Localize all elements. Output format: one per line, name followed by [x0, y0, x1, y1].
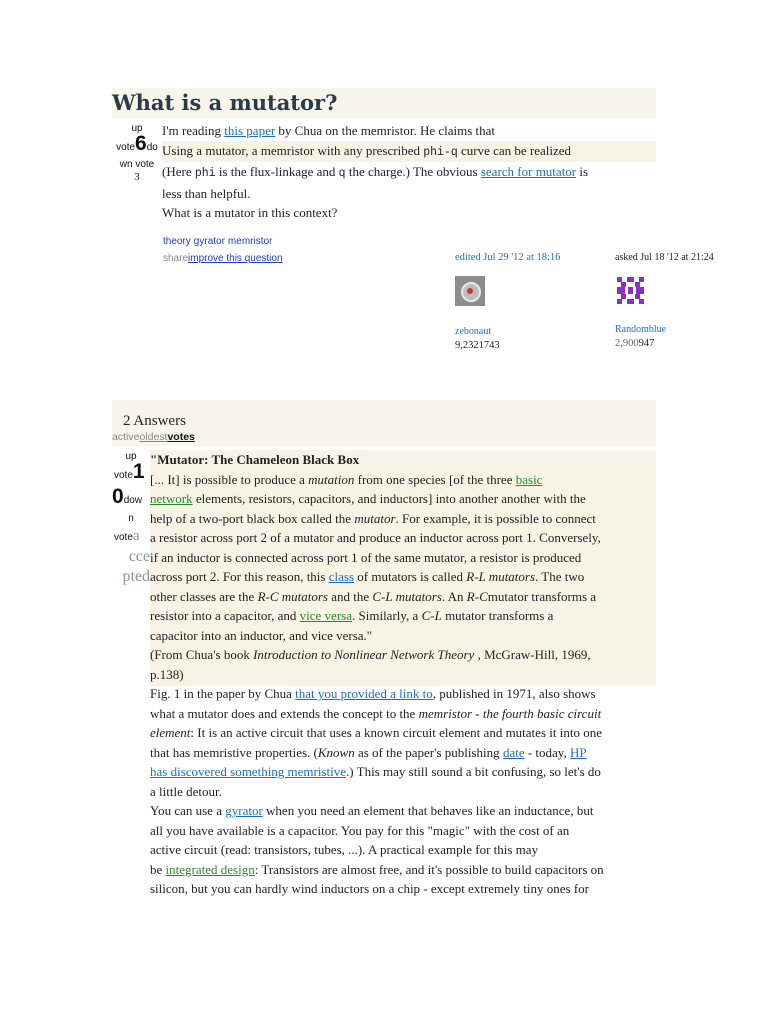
text: what a mutator does and extends the concept to the: [150, 705, 419, 721]
downvote-label[interactable]: wn vote: [119, 159, 155, 170]
editor-username[interactable]: zebonaut: [455, 326, 492, 337]
editor-reputation: [455, 340, 585, 351]
class-link[interactable]: class: [328, 569, 355, 584]
answer-vote-cell: [112, 450, 150, 587]
text: help of a two-port black box called the: [150, 510, 355, 526]
editor-card: [455, 252, 585, 351]
share-link[interactable]: share: [163, 253, 189, 264]
answers-header: [112, 400, 656, 446]
question-paragraph: [162, 121, 656, 141]
vote-label: vote: [114, 470, 133, 481]
asker-avatar[interactable]: [615, 275, 646, 306]
text: other classes are the: [150, 588, 258, 604]
text: as of the paper's publishing: [354, 744, 503, 760]
text: (Here: [162, 164, 195, 179]
basic-network-link[interactable]: network: [150, 491, 193, 506]
text: .) This may still sound a bit confusing, so let's do: [346, 764, 601, 779]
vote-label: vote: [114, 532, 133, 543]
gyrator-link[interactable]: gyrator: [225, 803, 263, 818]
text: be: [150, 861, 166, 877]
text: , McGraw-Hill, 1969,: [474, 647, 591, 662]
question-paragraph: [162, 162, 656, 184]
post-menu: [163, 253, 283, 264]
answer-line: [150, 801, 656, 821]
question-body: [162, 121, 656, 223]
text: that has memristive properties. (: [150, 744, 318, 760]
text: when you need an element that behaves like an inductance, but: [262, 803, 594, 818]
basic-network-link[interactable]: basic: [515, 471, 543, 487]
text: curve can be realized: [457, 142, 572, 158]
improve-question-link[interactable]: improve this question: [188, 253, 283, 264]
text-italic: mutator: [354, 510, 396, 526]
vote-count: 6: [135, 132, 147, 155]
text: by Chua on the memristor. He claims that: [275, 123, 496, 138]
answer-line: capacitor into an inductor, and vice versa.": [150, 627, 373, 643]
text-italic: R-L mutators: [466, 569, 536, 584]
text-italic: memristor - the fourth basic circuit: [418, 705, 602, 721]
answers-count: 2 Answers: [123, 413, 186, 429]
text-italic: Introduction to Nonlinear Network Theory: [253, 647, 475, 662]
text: and the: [327, 588, 373, 604]
text: is: [576, 164, 589, 179]
tab-active[interactable]: active: [112, 431, 140, 443]
text-italic: R-C: [466, 588, 488, 604]
upvote-label[interactable]: up: [125, 451, 137, 462]
answer-line: [150, 743, 656, 763]
quote-title: "Mutator: The Chameleon Black Box: [150, 452, 360, 467]
accepted-part: cce: [128, 548, 150, 565]
text: mutator transforms a: [441, 608, 554, 623]
vote-label: vote: [116, 142, 136, 153]
text: - today,: [524, 744, 570, 760]
text: mutator transforms a: [487, 588, 597, 604]
downvote-label-part[interactable]: do: [146, 142, 158, 153]
accepted-part: pted: [122, 568, 150, 585]
vote-count-ones: 0: [112, 485, 124, 508]
text: Using a mutator, a memristor with any prescribed: [162, 142, 424, 158]
integrated-design-link[interactable]: integrated design: [165, 861, 255, 877]
reputation-score: 2,900: [615, 338, 639, 349]
text-italic: Known: [317, 744, 355, 760]
text: You can use a: [150, 803, 226, 818]
answer-line: a little detour.: [150, 783, 222, 799]
reputation-score: 9,232: [455, 340, 479, 351]
downvote-label-part[interactable]: dow: [123, 495, 143, 506]
text: of mutators is called: [354, 569, 467, 584]
answer-line: a resistor across port 2 of a mutator and produce an inductor across port 1. Conversely,: [150, 530, 601, 545]
badge-count: 947: [638, 338, 655, 349]
asker-reputation: [615, 338, 745, 349]
answer-line: [150, 704, 656, 724]
badge-count: 1743: [478, 340, 500, 351]
answer-line: [150, 470, 656, 490]
answer-line: if an inductor is connected across port 1 of the same mutator, a resistor is produced: [150, 549, 582, 565]
answer-line: [150, 587, 656, 607]
tag-list: [163, 236, 275, 247]
answer-line: active circuit (read: transistors, tubes, ...). A practical example for this may: [150, 842, 539, 857]
question-paragraph: less than helpful.: [162, 185, 251, 201]
text: . Similarly, a: [352, 608, 422, 623]
tag-theory[interactable]: theory: [163, 236, 191, 247]
paper-link[interactable]: this paper: [224, 123, 276, 138]
text-italic: C-L: [421, 608, 442, 623]
favorite-count: 3: [134, 171, 140, 183]
answer-line: silicon, but you can hardly wind inductors on a chip - except extremely tiny ones for: [150, 881, 589, 896]
asked-label: asked Jul 18 '12 at 21:24: [615, 252, 714, 263]
answer-line: all you have available is a capacitor. You pay for this "magic" with the cost of an: [150, 822, 570, 838]
text: [... It] is possible to produce a: [150, 471, 309, 487]
text: : Transistors are almost free, and it's possible to build capacitors on: [254, 861, 604, 877]
text: . An: [441, 588, 467, 604]
asker-card: [615, 252, 745, 349]
question-title[interactable]: What is a mutator?: [112, 90, 338, 115]
search-mutator-link[interactable]: search for mutator: [480, 164, 577, 179]
tag-gyrator[interactable]: gyrator: [193, 236, 225, 247]
answer-line: [150, 762, 656, 782]
text: elements, resistors, capacitors, and inductors] into another another with the: [192, 491, 586, 506]
text: from one species [of the three: [354, 471, 516, 487]
text: Fig. 1 in the paper by Chua: [150, 686, 296, 701]
answer-line: [150, 509, 656, 529]
text: resistor into a capacitor, and: [150, 608, 300, 623]
text: I'm reading: [162, 123, 225, 138]
code-phi: phi: [194, 167, 216, 180]
answer-line: [150, 489, 656, 509]
text: . For example, it is possible to connect: [395, 510, 596, 526]
text-italic: mutation: [308, 471, 355, 487]
text: the charge.) The obvious: [345, 164, 481, 179]
downvote-label-part[interactable]: n: [128, 513, 134, 524]
date-link[interactable]: date: [502, 744, 525, 760]
answer-line: [150, 645, 656, 665]
avatar-dot-icon: [467, 288, 473, 294]
asker-username[interactable]: Randomblue: [615, 324, 667, 335]
answer-line: [150, 606, 656, 626]
code-phi-q: phi-q: [423, 145, 458, 159]
vice-versa-link[interactable]: vice versa: [299, 608, 352, 623]
text-italic: element: [150, 725, 191, 740]
edited-label[interactable]: edited Jul 29 '12 at 18:16: [455, 252, 561, 263]
question-paragraph: What is a mutator in this context?: [162, 205, 338, 220]
question-header: [112, 88, 656, 118]
tag-memristor[interactable]: memristor: [227, 236, 273, 247]
accepted-part: a: [132, 528, 140, 544]
tab-oldest[interactable]: oldest: [139, 431, 168, 443]
text-italic: R-C mutators: [257, 588, 328, 604]
text: is the flux-linkage and: [215, 164, 339, 179]
answer-line: [150, 567, 656, 587]
vote-count-tens: 1: [132, 460, 145, 483]
answer-line: [150, 684, 656, 704]
hp-link[interactable]: HP: [569, 744, 587, 760]
code-q: q: [338, 167, 346, 180]
provided-link[interactable]: that you provided a link to: [295, 686, 433, 701]
tab-votes[interactable]: votes: [167, 431, 195, 443]
text: . The two: [535, 569, 585, 584]
upvote-label[interactable]: up: [131, 123, 143, 134]
sort-tabs: [112, 431, 195, 443]
text: (From Chua's book: [150, 647, 254, 662]
answer-line: [150, 860, 656, 880]
answer-line: p.138): [150, 666, 184, 682]
question-vote-cell: [113, 122, 161, 184]
text: : It is an active circuit that uses a known circuit element and mutates it into one: [190, 725, 602, 740]
answer-body: [150, 450, 656, 899]
text: , published in 1971, also shows: [432, 686, 596, 701]
hp-link[interactable]: has discovered something memristive: [150, 764, 347, 779]
text: across port 2. For this reason, this: [150, 569, 329, 584]
editor-avatar[interactable]: [455, 276, 485, 306]
answer-line: [150, 723, 656, 743]
question-quote: [162, 141, 656, 163]
text-italic: C-L mutators: [372, 588, 442, 604]
